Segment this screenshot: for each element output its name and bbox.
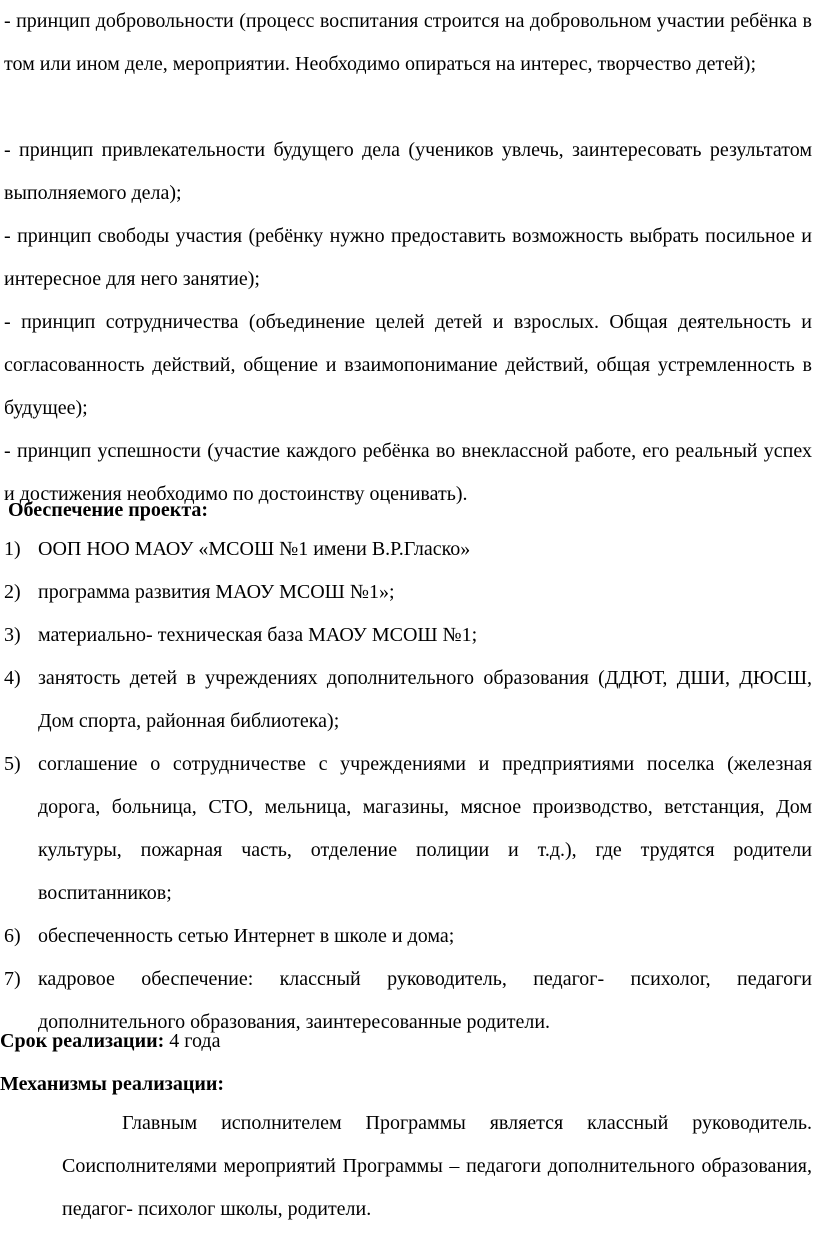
list-item-text: обеспеченность сетью Интернет в школе и дома; bbox=[38, 925, 455, 947]
list-item-text: ООП НОО МАОУ «МСОШ №1 имени В.Р.Гласко» bbox=[38, 538, 471, 560]
list-item-text: занятость детей в учреждениях дополнительного образования (ДДЮТ, ДШИ, ДЮСШ, Дом спорта, районная библиотека); bbox=[38, 667, 812, 732]
list-item-text: соглашение о сотрудничестве с учреждениями и предприятиями поселка (железная дорога, больница, СТО, мельница, магазины, мясное производство, ветстанция, Дом культуры, пожарная часть, отделение полиции и т.д.), где трудятся родители воспитанников; bbox=[38, 753, 812, 904]
list-item-text: материально- техническая база МАОУ МСОШ №1; bbox=[38, 624, 478, 646]
list-item-number: 1) bbox=[4, 538, 21, 560]
list-item-number: 3) bbox=[4, 624, 21, 646]
mechanisms-heading: Механизмы реализации: bbox=[0, 1073, 225, 1095]
list-item-text: программа развития МАОУ МСОШ №1»; bbox=[38, 581, 395, 603]
term-value: 4 года bbox=[164, 1030, 221, 1052]
list-item-number: 2) bbox=[4, 581, 21, 603]
principle-attractiveness: - принцип привлекательности будущего дела (учеников увлечь, заинтересовать результатом выполняемого дела); bbox=[4, 139, 812, 204]
term-label: Срок реализации: bbox=[0, 1030, 165, 1052]
principle-cooperation: - принцип сотрудничества (объединение целей детей и взрослых. Общая деятельность и согласованность действий, общение и взаимопонимание действий, общая устремленность в будущее); bbox=[4, 311, 812, 419]
list-item-number: 7) bbox=[4, 968, 21, 990]
principle-voluntariness: - принцип добровольности (процесс воспитания строится на добровольном участии ребёнка в том или ином деле, мероприятии. Необходимо опираться на интерес, творчество детей); bbox=[4, 10, 812, 75]
mechanisms-text: Главным исполнителем Программы является классный руководитель. Соисполнителями мероприятий Программы – педагоги дополнительного образования, педагог- психолог школы, родители. bbox=[62, 1112, 812, 1220]
term-line bbox=[0, 1020, 220, 1063]
list-item-number: 6) bbox=[4, 925, 21, 947]
list-item-text: кадровое обеспечение: классный руководитель, педагог- психолог, педагоги дополнительного образования, заинтересованные родители. bbox=[38, 968, 812, 1033]
list-item-number: 5) bbox=[4, 753, 21, 775]
principle-freedom: - принцип свободы участия (ребёнку нужно предоставить возможность выбрать посильное и интересное для него занятие); bbox=[4, 225, 812, 290]
list-item-number: 4) bbox=[4, 667, 21, 689]
principle-success: - принцип успешности (участие каждого ребёнка во внеклассной работе, его реальный успех и достижения необходимо по достоинству оценивать). bbox=[4, 440, 812, 505]
provision-heading: Обеспечение проекта: bbox=[8, 499, 209, 521]
